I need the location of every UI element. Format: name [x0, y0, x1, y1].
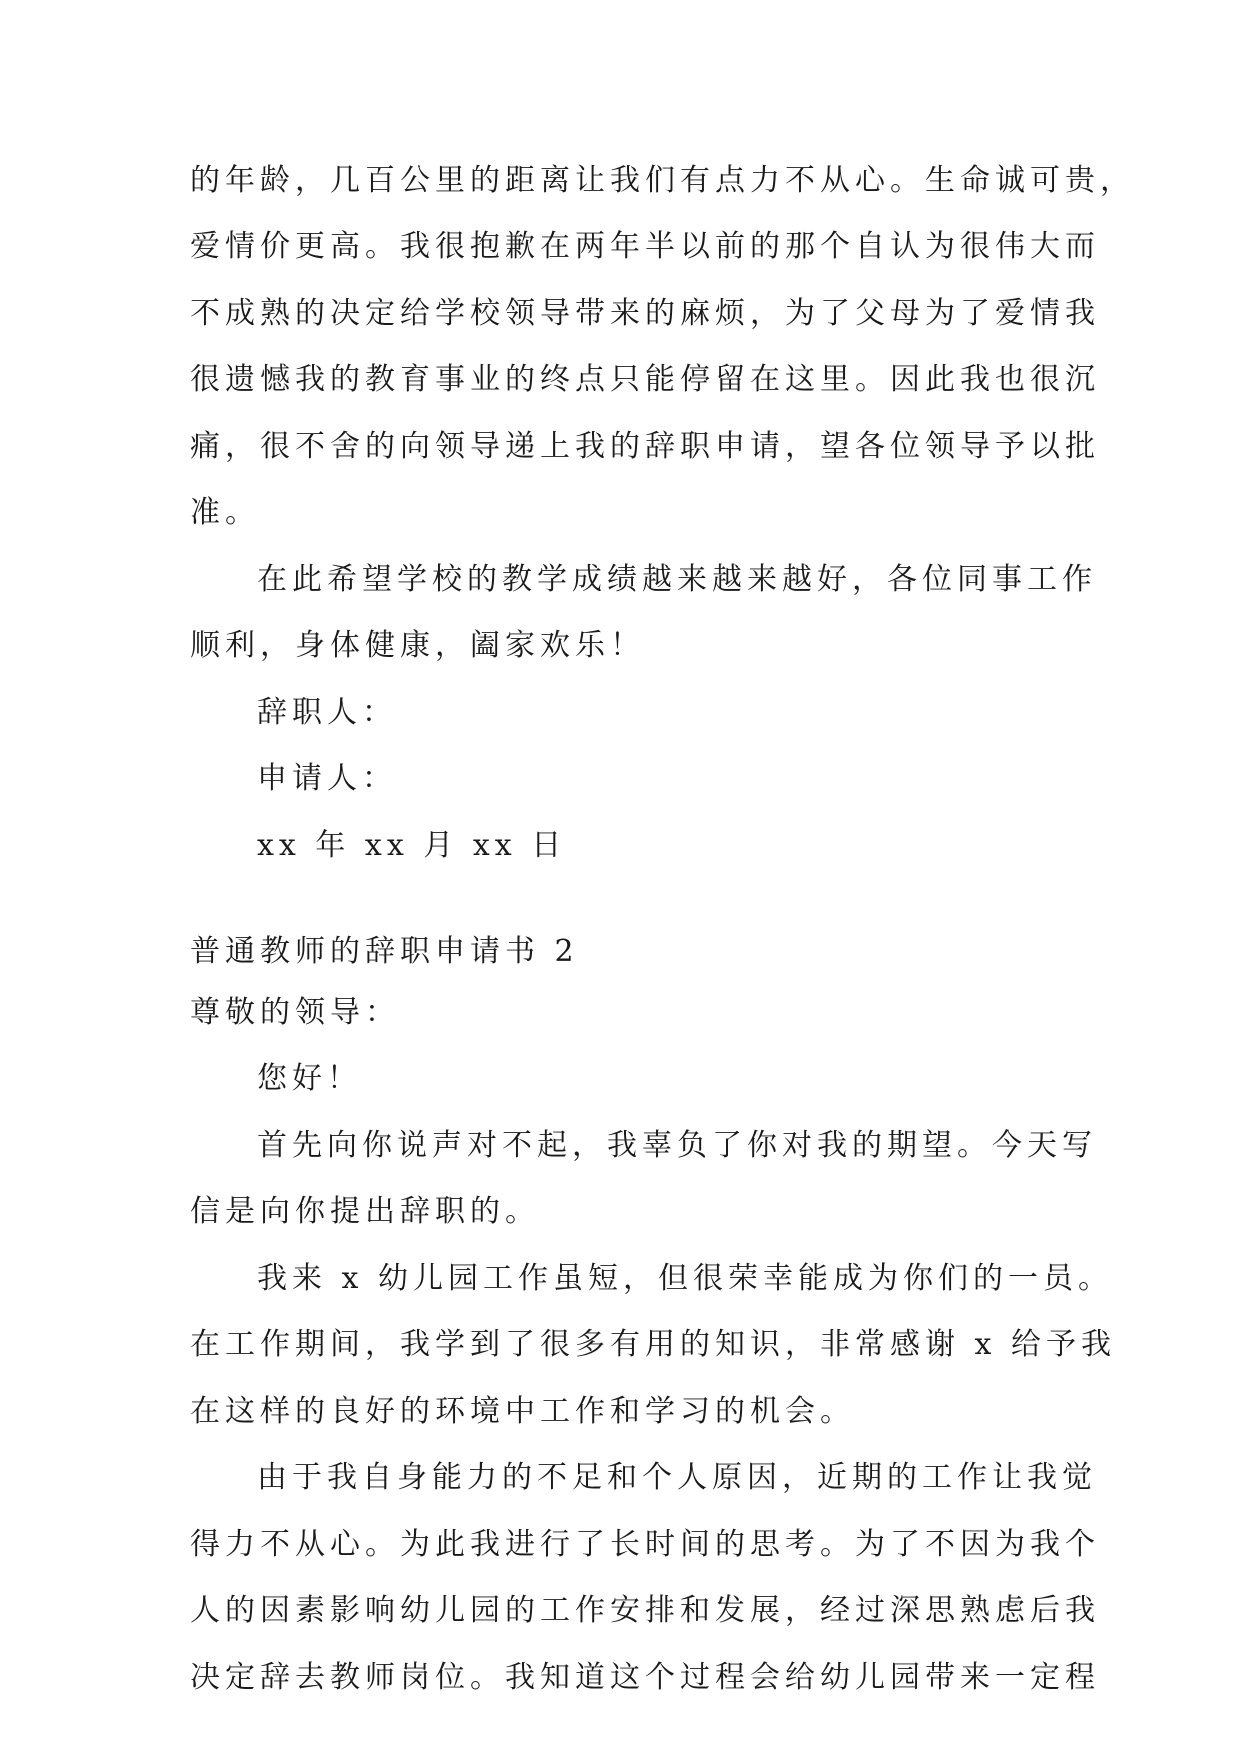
greeting: 您好！ — [257, 1061, 362, 1096]
body-line: 准。 — [190, 495, 260, 530]
body-line: 痛，很不舍的向领导递上我的辞职申请，望各位领导予以批 — [190, 429, 1100, 464]
signature-resigner-label: 辞职人： — [257, 695, 397, 730]
body-line: 首先向你说声对不起，我辜负了你对我的期望。今天写 — [257, 1128, 1097, 1163]
signature-date: xx 年 xx 月 xx 日 — [257, 828, 567, 863]
body-line: 在这样的良好的环境中工作和学习的机会。 — [190, 1394, 855, 1429]
section-title: 普通教师的辞职申请书 2 — [190, 934, 579, 969]
body-line: 我来 x 幼儿园工作虽短，但很荣幸能成为你们的一员。 — [257, 1261, 1113, 1296]
body-line: 爱情价更高。我很抱歉在两年半以前的那个自认为很伟大而 — [190, 229, 1100, 264]
body-line: 在此希望学校的教学成绩越来越来越好，各位同事工作 — [257, 562, 1097, 597]
body-line: 得力不从心。为此我进行了长时间的思考。为了不因为我个 — [190, 1527, 1100, 1562]
body-line: 不成熟的决定给学校领导带来的麻烦，为了父母为了爱情我 — [190, 296, 1100, 331]
body-line: 顺利，身体健康，阖家欢乐！ — [190, 628, 645, 663]
signature-applicant-label: 申请人： — [257, 761, 397, 796]
body-line: 人的因素影响幼儿园的工作安排和发展，经过深思熟虑后我 — [190, 1593, 1100, 1628]
body-line: 由于我自身能力的不足和个人原因，近期的工作让我觉 — [257, 1460, 1097, 1495]
body-line: 信是向你提出辞职的。 — [190, 1194, 540, 1229]
body-line: 在工作期间，我学到了很多有用的知识，非常感谢 x 给予我 — [190, 1327, 1116, 1362]
body-line: 决定辞去教师岗位。我知道这个过程会给幼儿园带来一定程 — [190, 1660, 1100, 1695]
body-line: 的年龄，几百公里的距离让我们有点力不从心。生命诚可贵， — [190, 163, 1135, 198]
salutation: 尊敬的领导： — [190, 995, 400, 1030]
body-line: 很遗憾我的教育事业的终点只能停留在这里。因此我也很沉 — [190, 362, 1100, 397]
